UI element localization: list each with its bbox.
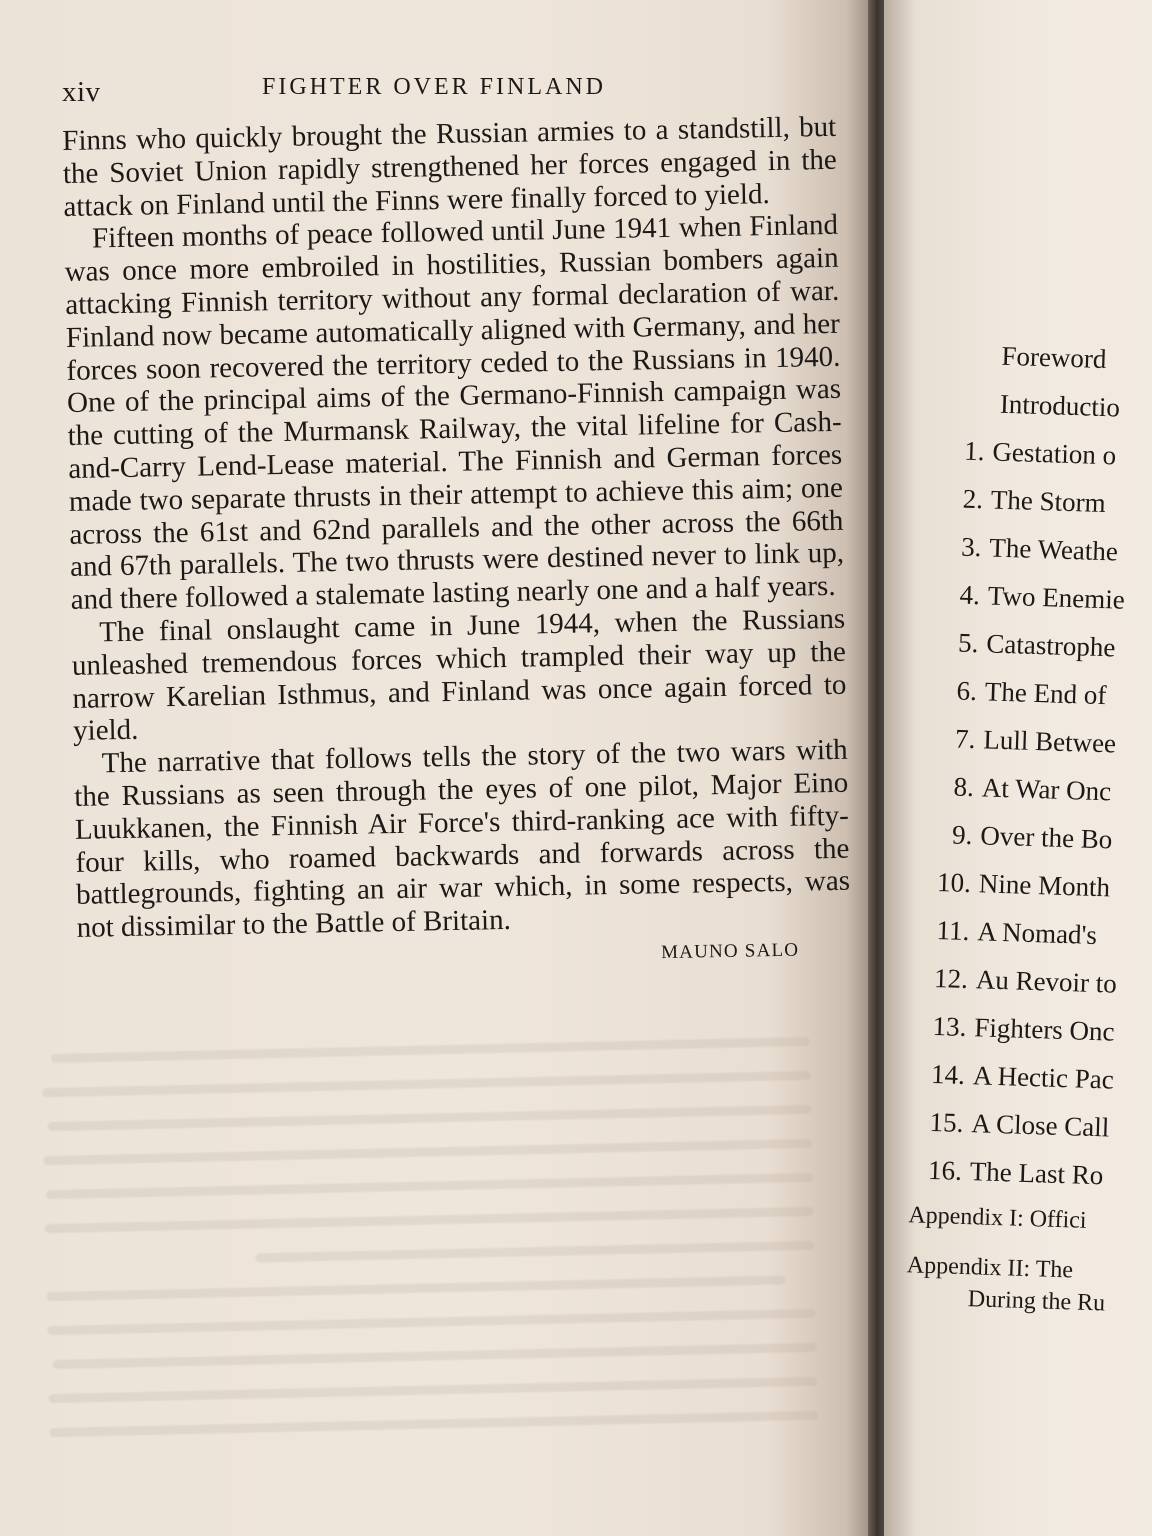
toc-entry: 5. Catastrophe [957, 627, 1116, 663]
paragraph: The narrative that follows tells the story of the two wars with the Russians as seen through the eyes of one pilot, Major Eino Luukkanen, the Finnish Air Force's third-ranking ace with fifty-four kills, who roamed backwards and forwards across the battlegrounds, fighting an air war which, in some respects, was not dissimilar to the Battle of Britain. [74, 733, 851, 944]
show-through-lines [35, 1031, 824, 1469]
toc-entry: During the Ru [967, 1286, 1106, 1317]
toc-entry: 3. The Weathe [960, 531, 1119, 567]
toc-entry: 2. The Storm [962, 483, 1107, 519]
table-of-contents [906, 338, 1152, 1317]
paragraph: Fifteen months of peace followed until June 1941 when Finland was once more embroiled in hostilities, Russian bombers again attacking Finnish territory without any formal declaration of war. Finland now became automatically aligned with Germany, and her forces soon recovered the territory ceded to the Russians in 1940. One of the principal aims of the Germano-Finnish campaign was the cutting of the Murmansk Railway, the vital lifeline for Cash-and-Carry Lend-Lease material. The Finnish and German forces made two separate thrusts in their attempt to achieve this aim; one across the 61st and 62nd parallels and the other across the 66th and 67th parallels. The two thrusts were destined never to link up, and there followed a stalemate lasting nearly one and a half years. [64, 209, 845, 617]
toc-entry: 12. Au Revoir to [933, 962, 1118, 999]
show-through-texture [35, 1031, 825, 1479]
toc-entry: 13. Fighters Onc [932, 1010, 1116, 1047]
toc-entry: Foreword [1001, 340, 1107, 375]
toc-entry: 14. A Hectic Pac [930, 1058, 1115, 1095]
toc-entry: 15. A Close Call [929, 1106, 1110, 1143]
running-head [62, 72, 642, 112]
toc-entry: 1. Gestation o [963, 435, 1117, 471]
toc-entry: Appendix II: The [906, 1252, 1074, 1284]
paragraph: Finns who quickly brought the Russian armies to a standstill, but the Soviet Union rapidly strengthened her forces engaged in the attack on Finland until the Finns were finally forced to yield. [62, 110, 838, 223]
toc-entry: 9. Over the Bo [951, 819, 1113, 855]
toc-entry: 7. Lull Betwee [954, 723, 1117, 759]
toc-entry: Introductio [999, 388, 1121, 423]
toc-entry: 16. The Last Ro [927, 1154, 1104, 1191]
toc-entry: 10. Nine Month [936, 867, 1111, 903]
body-text [62, 111, 851, 975]
toc-entry: 8. At War Onc [953, 771, 1112, 807]
toc-entry: 6. The End of [956, 675, 1107, 711]
paragraph: The final onslaught came in June 1944, when the Russians unleashed tremendous forces which trampled their way up the narrow Karelian Isthmus, and Finland was once again forced to yield. [71, 602, 847, 748]
toc-entry: 4. Two Enemie [959, 579, 1126, 615]
page-number: xiv [62, 76, 101, 108]
toc-entry: 11. A Nomad's [936, 915, 1098, 951]
right-page [884, 0, 1152, 1536]
toc-entry: Appendix I: Offici [908, 1202, 1087, 1234]
author-signature: MAUNO SALO [660, 939, 800, 964]
book-title: FIGHTER OVER FINLAND [262, 74, 606, 100]
